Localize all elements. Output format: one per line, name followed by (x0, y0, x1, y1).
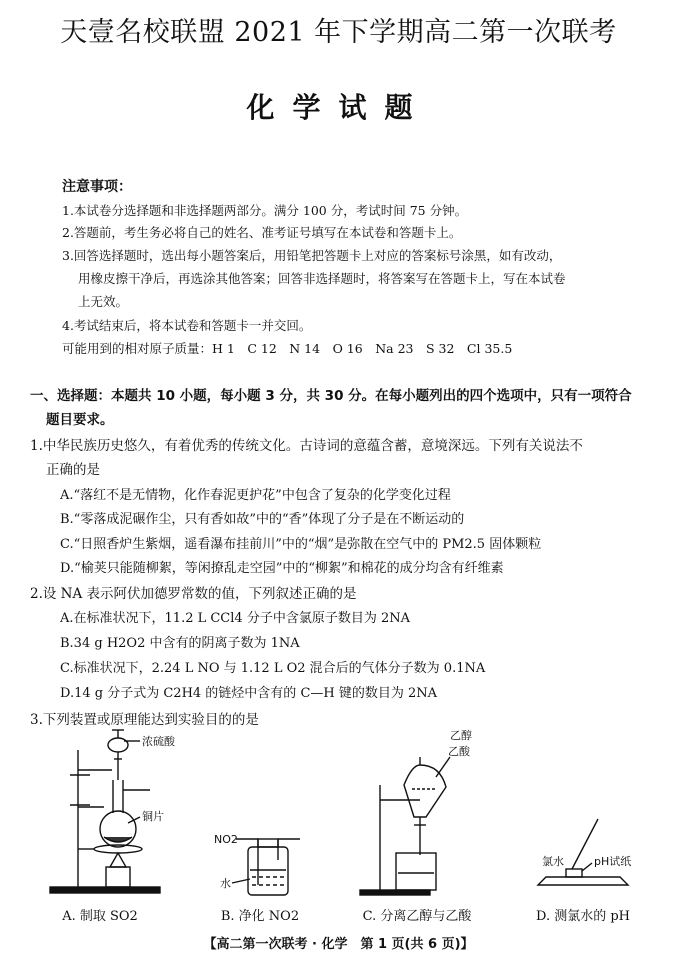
figure-a-caption: A. 制取 SO2 (62, 909, 138, 924)
q2-option-c: C.标准状况下，2.24 L NO 与 1.12 L O2 混合后的气体分子数为 0.1NA (60, 661, 486, 676)
q1-stem-cont: 正确的是 (46, 462, 100, 478)
q1-option-a: A.“落红不是无情物，化作春泥更护花”中包含了复杂的化学变化过程 (60, 488, 451, 503)
notice-line-3: 3.回答选择题时，选出每小题答案后，用铅笔把答题卡上对应的答案标号涂黑，如有改动， (62, 248, 562, 263)
notice-heading: 注意事项： (62, 179, 132, 195)
section-heading-cont: 题目要求。 (46, 412, 114, 428)
page-footer: 【高二第一次联考 · 化学 第 1 页(共 6 页)】 (203, 937, 474, 952)
q2-stem: 2.设 NA 表示阿伏加德罗常数的值，下列叙述正确的是 (30, 586, 357, 602)
atomic-masses: 可能用到的相对原子质量：H 1 C 12 N 14 O 16 Na 23 S 32 Cl 35.5 (62, 341, 513, 356)
figure-b-wash-bottle (214, 833, 300, 895)
notice-line-2: 2.答题前，考生务必将自己的姓名、准考证号填写在本试卷和答题卡上。 (62, 225, 462, 240)
q3-stem: 3.下列装置或原理能达到实验目的的是 (30, 712, 259, 728)
figure-c-label-ethanol: 乙醇 (450, 729, 472, 742)
figure-c-label-acetic-acid: 乙酸 (448, 745, 470, 758)
figure-b-label-water: 水 (220, 877, 231, 890)
q1-option-d: D.“榆荚只能随柳絮，等闲撩乱走空园”中的“柳絮”和棉花的成分均含有纤维素 (60, 561, 504, 576)
notice-line-3-end: 上无效。 (78, 294, 129, 309)
q1-option-c: C.“日照香炉生紫烟，遥看瀑布挂前川”中的“烟”是弥散在空气中的 PM2.5 固体颗粒 (60, 537, 542, 552)
figure-c-separatory-funnel (360, 728, 472, 895)
q2-option-b: B.34 g H2O2 中含有的阴离子数为 1NA (60, 636, 300, 651)
notice-line-1: 1.本试卷分选择题和非选择题两部分。满分 100 分，考试时间 75 分钟。 (62, 203, 468, 218)
q1-stem: 1.中华民族历史悠久，有着优秀的传统文化。古诗词的意蕴含蓄，意境深远。下列有关说法不 (30, 438, 583, 454)
q1-option-b: B.“零落成泥碾作尘，只有香如故”中的“香”体现了分子是在不断运动的 (60, 512, 465, 527)
figure-d-label-ph-paper: pH试纸 (594, 855, 632, 868)
q3-apparatus-figures (0, 725, 677, 905)
exam-title: 天壹名校联盟 2021 年下学期高二第一次联考 (60, 17, 617, 48)
figure-d-caption: D. 测氯水的 pH (535, 909, 630, 924)
figure-b-caption: B. 净化 NO2 (220, 909, 300, 924)
figure-a-label-copper: 铜片 (142, 810, 164, 823)
section-heading: 一、选择题：本题共 10 小题，每小题 3 分，共 30 分。在每小题列出的四个选项中，只有一项符合 (30, 388, 632, 404)
figure-b-label-gas: NO2 (214, 833, 238, 846)
figure-c-caption: C. 分离乙醇与乙酸 (362, 909, 472, 924)
figure-a-label-acid: 浓硫酸 (142, 735, 175, 748)
subject-title: 化学试题 (246, 91, 431, 124)
notice-line-4: 4.考试结束后，将本试卷和答题卡一并交回。 (62, 318, 312, 333)
q2-option-a: A.在标准状况下，11.2 L CCl4 分子中含氯原子数目为 2NA (60, 611, 410, 626)
figure-a-so2-apparatus (50, 730, 176, 893)
q2-option-d: D.14 g 分子式为 C2H4 的链烃中含有的 C—H 键的数目为 2NA (60, 686, 438, 701)
notice-line-3-cont: 用橡皮擦干净后，再选涂其他答案；回答非选择题时，将答案写在答题卡上，写在本试卷 (78, 271, 566, 286)
figure-d-label-chlorine-water: 氯水 (542, 855, 564, 868)
figure-d-ph-test (538, 819, 631, 885)
